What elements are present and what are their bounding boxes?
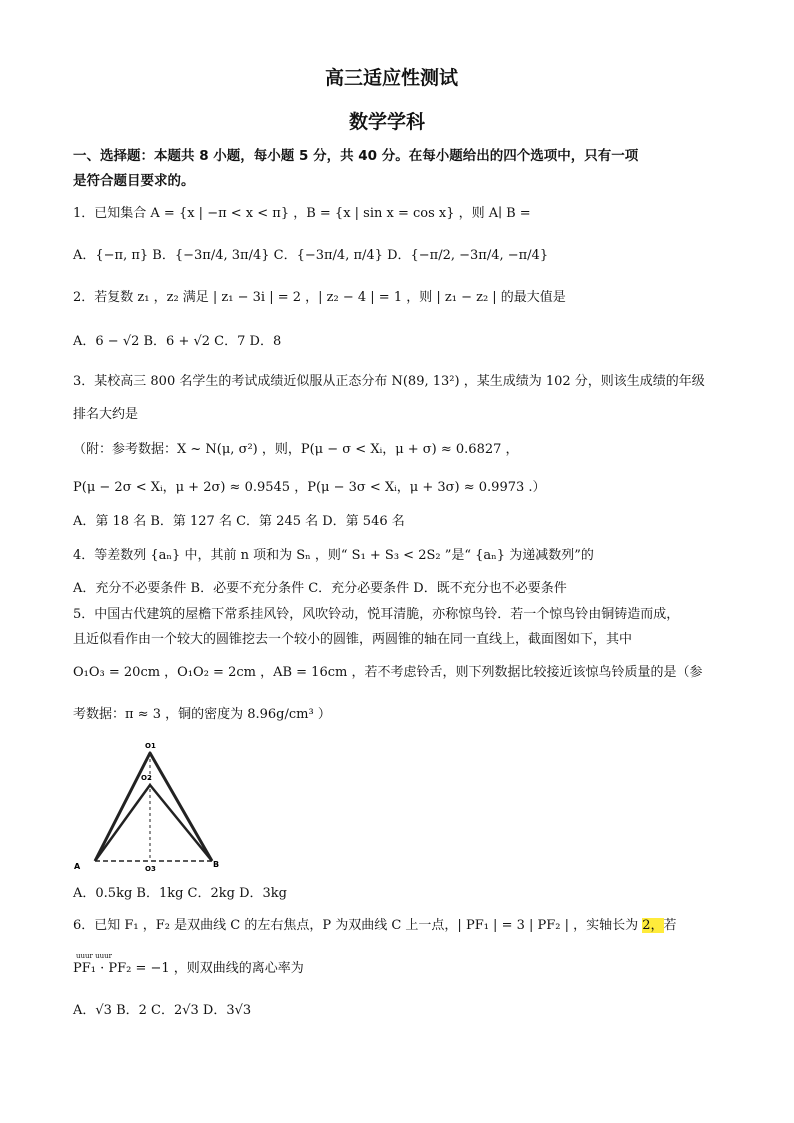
q2-stem: 2．若复数 z₁ ，z₂ 满足 | z₁ − 3i | = 2 ，| z₂ − 4 | = 1 ，则 | z₁ − z₂ | 的最大值是 xyxy=(73,290,566,305)
q1-options: A．{−π, π} B．{−3π/4, 3π/4} C．{−3π/4, π/4} D．{−π/2, −3π/4, −π/4} xyxy=(73,248,549,263)
q5-stem-line-2: 且近似看作由一个较大的圆锥挖去一个较小的圆锥，两圆锥的轴在同一直线上，截面图如下，其中 xyxy=(73,632,633,647)
label-b: B xyxy=(213,860,220,869)
q2-options: A．6 − √2 B．6 + √2 C．7 D．8 xyxy=(73,334,282,349)
q6-options: A．√3 B．2 C．2√3 D．3√3 xyxy=(73,1003,252,1018)
label-o1: O1 xyxy=(145,742,156,750)
q3-stem-line-2: 排名大约是 xyxy=(73,407,139,422)
q3-options: A．第 18 名 B．第 127 名 C．第 245 名 D．第 546 名 xyxy=(73,514,405,529)
q5-stem-line-3: O₁O₃ = 20cm ，O₁O₂ = 2cm ，AB = 16cm ，若不考虑铃舌，则下列数据比较接近该惊鸟铃质量的是（参 xyxy=(73,665,703,680)
q5-options: A．0.5kg B．1kg C．2kg D．3kg xyxy=(73,886,287,901)
section-intro-line-2: 是符合题目要求的。 xyxy=(73,173,195,189)
q6-stem-tail: 若 xyxy=(663,918,677,933)
q5-stem-line-1: 5．中国古代建筑的屋檐下常系挂风铃，风吹铃动，悦耳清脆，亦称惊鸟铃．若一个惊鸟铃由铜铸造而成， xyxy=(73,607,680,622)
q3-note-line-2: P(μ − 2σ < Xᵢ，μ + 2σ) ≈ 0.9545 ，P(μ − 3σ < Xᵢ，μ + 3σ) ≈ 0.9973 .） xyxy=(73,480,546,495)
inner-cone-outline xyxy=(95,785,212,861)
label-o2: O2 xyxy=(141,774,152,782)
q4-options: A．充分不必要条件 B．必要不充分条件 C．充分必要条件 D．既不充分也不必要条件 xyxy=(73,581,567,596)
q1-stem: 1．已知集合 A = {x | −π < x < π} ，B = {x | sin x = cos x} ，则 A∣ B = xyxy=(73,206,531,221)
bell-cross-section-figure xyxy=(70,740,230,875)
vector-arrow-marks: uuur uuur xyxy=(76,952,112,960)
q4-stem: 4．等差数列 {aₙ} 中，其前 n 项和为 Sₙ ，则“ S₁ + S₃ < 2S₂ ”是“ {aₙ} 为递减数列”的 xyxy=(73,548,594,563)
page-subtitle: 数学学科 xyxy=(349,111,426,133)
label-o3: O3 xyxy=(145,865,156,873)
q6-stem-line-1 xyxy=(73,918,677,934)
q3-stem-line-1: 3．某校高三 800 名学生的考试成绩近似服从正态分布 N(89, 13²) ，某生成绩为 102 分，则该生成绩的年级 xyxy=(73,374,705,389)
highlighted-text: 2， xyxy=(642,918,664,933)
page-title: 高三适应性测试 xyxy=(325,67,459,89)
q6-stem-line-2: PF₁ · PF₂ = −1 ，则双曲线的离心率为 xyxy=(73,961,304,976)
q5-stem-line-4: 考数据：π ≈ 3 ，铜的密度为 8.96g/cm³ ） xyxy=(73,707,331,722)
label-a: A xyxy=(74,862,81,871)
section-intro-line-1: 一、选择题：本题共 8 小题，每小题 5 分，共 40 分。在每小题给出的四个选项中，只有一项 xyxy=(73,148,639,164)
q6-stem-text: 6．已知 F₁ ，F₂ 是双曲线 C 的左右焦点，P 为双曲线 C 上一点，| PF₁ | = 3 | PF₂ | ，实轴长为 xyxy=(73,918,643,933)
outer-cone-outline xyxy=(95,753,212,861)
q3-note-line-1: （附：参考数据：X ~ N(μ, σ²) ，则，P(μ − σ < Xᵢ，μ + σ) ≈ 0.6827 ， xyxy=(73,442,519,457)
